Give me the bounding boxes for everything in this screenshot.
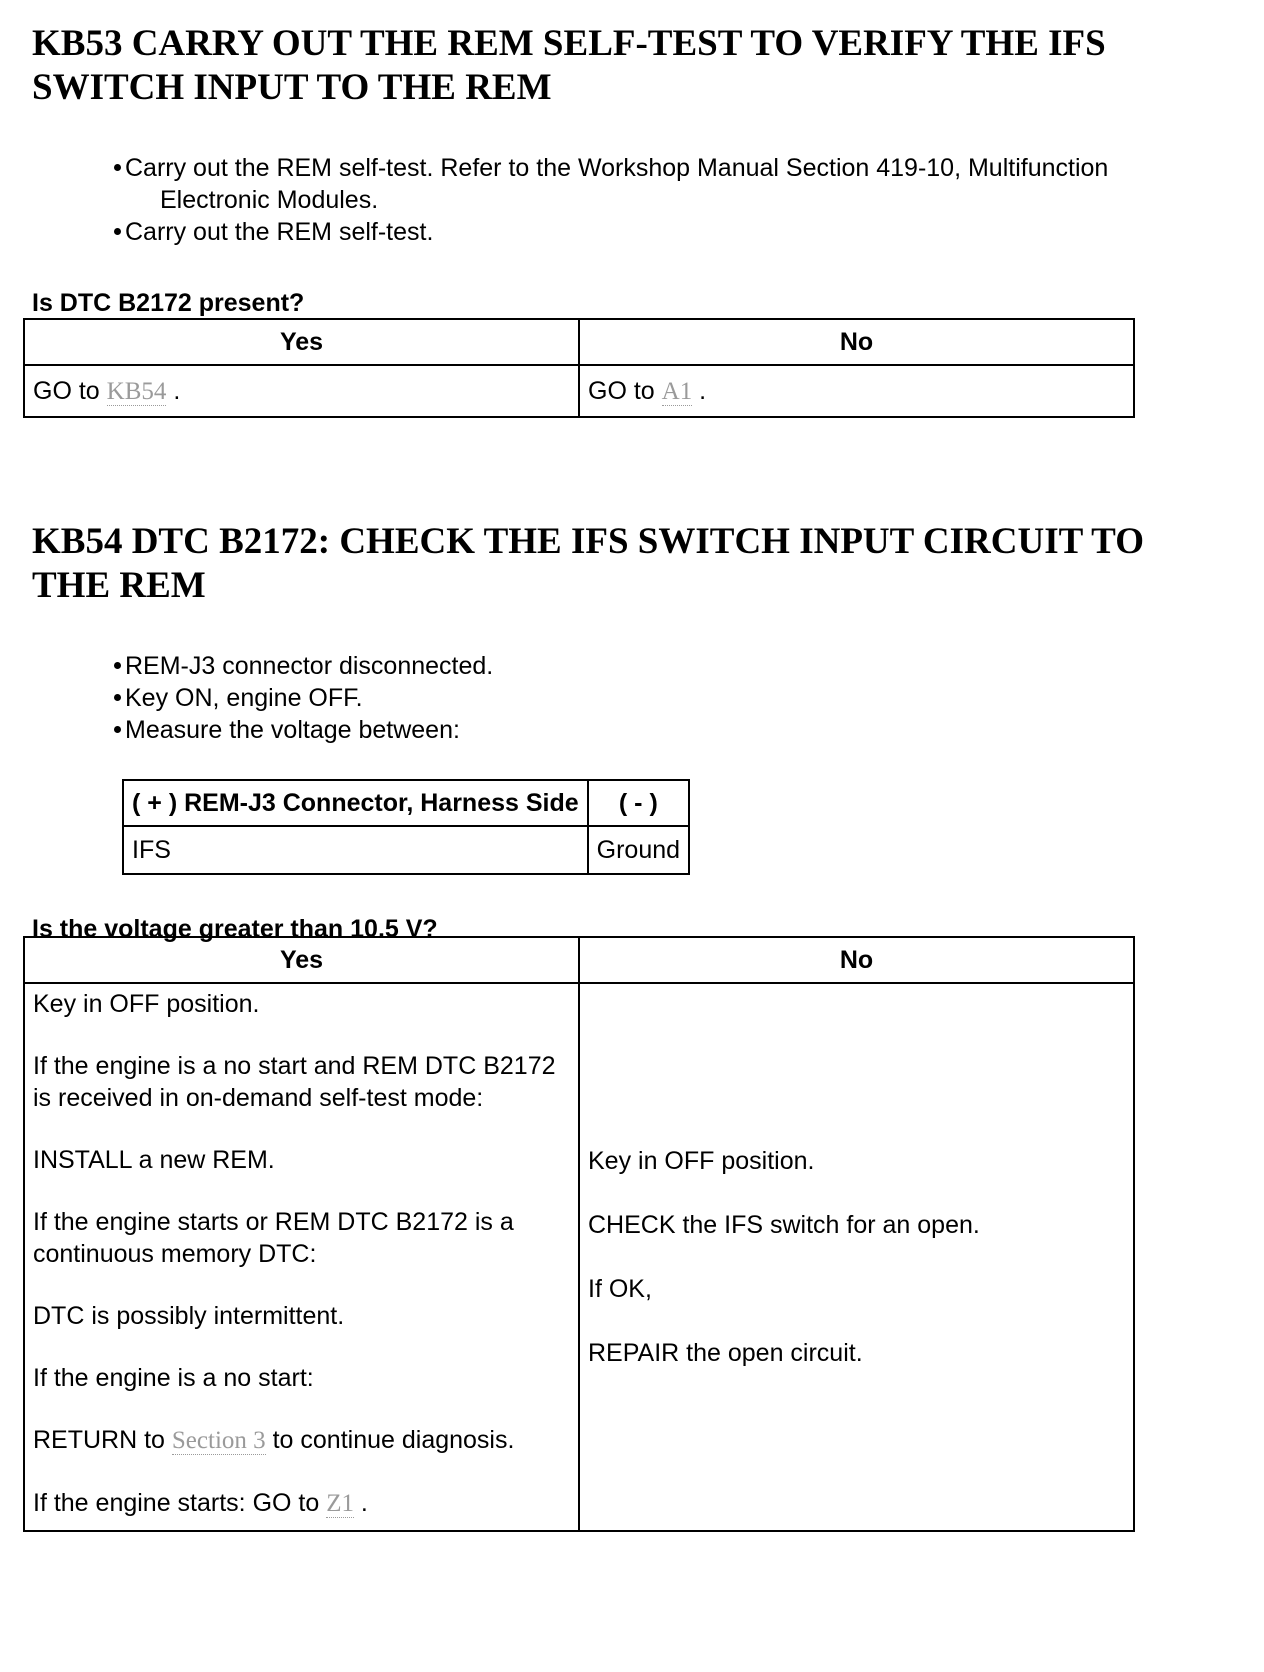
- yes-text: .: [353, 1489, 368, 1517]
- no-text: GO to: [588, 376, 662, 405]
- bullet-dot-icon: [114, 726, 121, 733]
- table-header-row: [123, 780, 689, 826]
- bullet-dot-icon: [114, 694, 121, 701]
- bullet-text: Key ON, engine OFF.: [125, 684, 363, 712]
- link-kb54[interactable]: KB54: [106, 377, 167, 405]
- no-header: No: [579, 319, 1134, 365]
- yes-text: GO to: [33, 376, 107, 405]
- connector-header-positive: ( + ) REM-J3 Connector, Harness Side: [123, 780, 588, 826]
- link-z1[interactable]: Z1: [326, 1490, 354, 1517]
- kb53-bullet-list: [114, 152, 1234, 248]
- bullet-item: [114, 650, 1234, 682]
- yes-header: Yes: [24, 319, 579, 365]
- bullet-dot-icon: [114, 662, 121, 669]
- bullet-text: Carry out the REM self-test. Refer to the Workshop Manual Section 419-10, Multifunction: [125, 154, 1109, 182]
- yes-paragraph: If the engine starts or REM DTC B2172 is a continuous memory DTC:: [33, 1208, 514, 1268]
- table-row: [24, 365, 1134, 417]
- kb53-question: Is DTC B2172 present?: [32, 289, 305, 317]
- connector-table: [122, 779, 690, 875]
- yes-paragraph: Key in OFF position.: [33, 990, 260, 1018]
- yes-cell: [24, 365, 579, 417]
- table-header-row: [24, 319, 1134, 365]
- table-row: [123, 826, 689, 874]
- yes-paragraph: [33, 1424, 570, 1457]
- yes-text: RETURN to: [33, 1426, 172, 1454]
- bullet-text: Measure the voltage between:: [125, 716, 460, 744]
- link-a1[interactable]: A1: [661, 377, 693, 405]
- yes-cell: [24, 983, 579, 1531]
- no-paragraph: REPAIR the open circuit.: [588, 1339, 863, 1367]
- yes-paragraph: INSTALL a new REM.: [33, 1146, 275, 1174]
- connector-header-negative: ( - ): [588, 780, 689, 826]
- kb53-yes-no-table: [23, 318, 1135, 418]
- bullet-text: Carry out the REM self-test.: [125, 218, 434, 246]
- connector-pin-positive: IFS: [123, 826, 588, 874]
- no-cell: [579, 983, 1134, 1531]
- no-suffix: .: [692, 376, 707, 405]
- bullet-text: REM-J3 connector disconnected.: [125, 652, 494, 680]
- no-cell: [579, 365, 1134, 417]
- yes-paragraph: If the engine is a no start and REM DTC B2172 is received in on-demand self-test mode:: [33, 1052, 556, 1112]
- kb54-heading: KB54 DTC B2172: CHECK THE IFS SWITCH INPUT CIRCUIT TO THE REM: [32, 521, 1144, 606]
- kb54-question: Is the voltage greater than 10.5 V?: [32, 915, 438, 943]
- kb54-bullet-list: [114, 650, 1234, 746]
- table-row: [24, 983, 1134, 1531]
- kb53-heading: KB53 CARRY OUT THE REM SELF-TEST TO VERIFY THE IFS SWITCH INPUT TO THE REM: [32, 23, 1106, 108]
- yes-paragraph: If the engine is a no start:: [33, 1364, 314, 1392]
- yes-paragraph: DTC is possibly intermittent.: [33, 1302, 345, 1330]
- bullet-dot-icon: [114, 228, 121, 235]
- no-header: No: [579, 937, 1134, 983]
- yes-suffix: .: [166, 376, 181, 405]
- bullet-dot-icon: [114, 164, 121, 171]
- yes-header: Yes: [24, 937, 579, 983]
- no-paragraph: If OK,: [588, 1275, 652, 1303]
- yes-text: to continue diagnosis.: [265, 1426, 515, 1454]
- link-section-3[interactable]: Section 3: [171, 1427, 266, 1454]
- yes-paragraph: [33, 1487, 570, 1520]
- connector-pin-negative: Ground: [588, 826, 689, 874]
- bullet-item: [114, 682, 1234, 714]
- no-paragraph: CHECK the IFS switch for an open.: [588, 1211, 980, 1239]
- table-header-row: [24, 937, 1134, 983]
- yes-text: If the engine starts: GO to: [33, 1489, 327, 1517]
- bullet-text-continued: Electronic Modules.: [160, 186, 379, 214]
- no-paragraph: Key in OFF position.: [588, 1147, 815, 1175]
- bullet-item: [114, 714, 1234, 746]
- kb54-yes-no-table: [23, 936, 1135, 1532]
- bullet-item: [114, 216, 1234, 248]
- bullet-item: [114, 152, 1234, 216]
